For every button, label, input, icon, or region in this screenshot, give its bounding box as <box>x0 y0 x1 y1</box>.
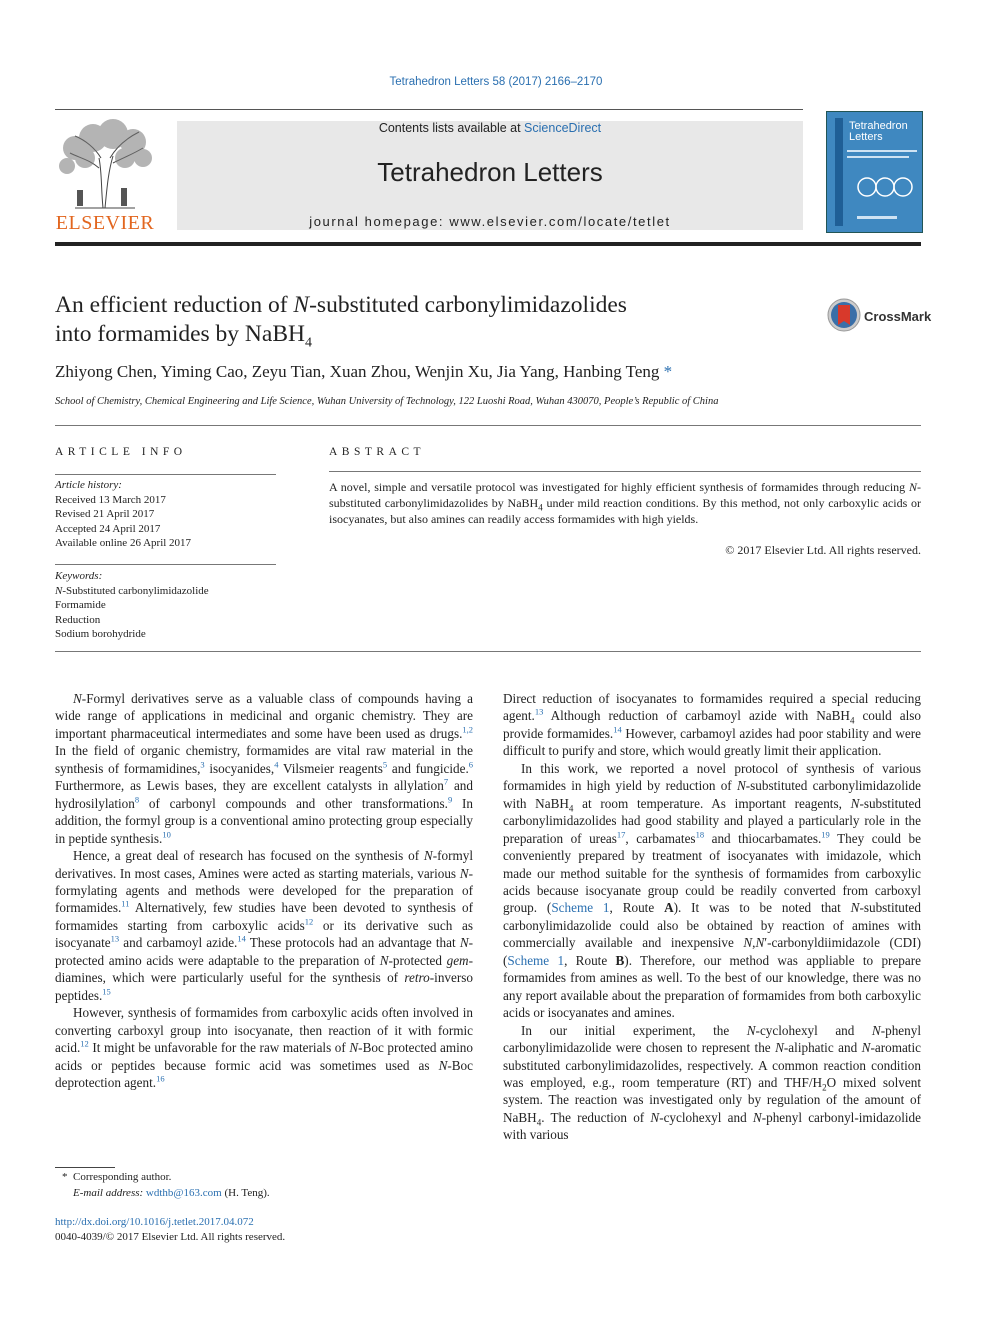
crossmark-label[interactable]: CrossMark <box>864 309 932 324</box>
journal-reference[interactable]: Tetrahedron Letters 58 (2017) 2166–2170 <box>389 76 603 88</box>
journal-name: Tetrahedron Letters <box>377 157 603 187</box>
footnote-rule <box>55 1167 115 1168</box>
abstract-rule <box>329 471 921 472</box>
header-top-rule <box>55 109 803 110</box>
article-history <box>55 478 276 551</box>
keyword-item: Formamide <box>55 599 106 611</box>
keywords-rule <box>55 564 276 565</box>
journal-cover-image <box>826 111 923 233</box>
history-online: Available online 26 April 2017 <box>55 537 192 549</box>
keywords-label: Keywords: <box>55 570 103 582</box>
contents-line: Contents lists available at ScienceDirect <box>378 121 602 135</box>
cover-title-line1: Tetrahedron <box>849 120 908 132</box>
affiliation: School of Chemistry, Chemical Engineering and Life Science, Wuhan University of Technology, 122 Luoshi Road, Wuhan 430070, People’s Republic of China <box>55 396 719 407</box>
footnote-asterisk: * <box>62 1171 68 1183</box>
footnote-corresponding: * Corresponding author. <box>62 1171 172 1183</box>
body-column-left <box>55 690 473 1091</box>
body-paragraph-5: In this work, we reported a novel protocol of synthesis of various formamides in high yield by reduction of N-substituted carbonylimidazolide with NaBH$_4$ at room temperature. As important reagents, N-substituted carbonylimidazolides had good stability and played a particularly role in the preparation of ureas$^{17}$, carbamates$^{18}$ and thiocarbamates.$^{19}$ They could be conveniently prepared by treatment of isocyanates with imidazole, which made our method suitable for the synthesis of formamides from carboxylic acids because isocyanate group could be readily converted from carboxyl group. (Scheme 1, Route A). It was to be noted that N-substituted carbonylimidazolide could also be obtained by reaction of amines with commercially available and inexpensive N,N′-carbonyldiimidazole (CDI) (Scheme 1, Route B). Therefore, our method was appliable to prepare formamides from amines as well. To the best of our knowledge, there was no any report available about the preparation of formamides from both carboxylic acids or isocyanates and amines. <box>503 760 921 1021</box>
keyword-item: N-Substituted carbonylimidazolide <box>55 584 209 597</box>
history-accepted: Accepted 24 April 2017 <box>55 522 161 535</box>
history-received: Received 13 March 2017 <box>55 493 166 506</box>
corresponding-author-mark[interactable]: * <box>663 362 673 381</box>
keyword-item: Reduction <box>55 613 101 626</box>
header-bottom-rule <box>55 242 921 246</box>
author-list: Zhiyong Chen, Yiming Cao, Zeyu Tian, Xuan Zhou, Wenjin Xu, Jia Yang, Hanbing Teng * <box>55 362 673 381</box>
abstract-text: A novel, simple and versatile protocol was investigated for highly efficient synthesis of formamides through reducing N-substituted carbonylimidazolides by NaBH$_4$ under mild reaction conditions. By this method, not only carboxylic acids or isocyanates, but also amines can readily access formamides with high yields. <box>329 480 921 527</box>
crossmark-icon[interactable] <box>826 297 862 333</box>
body-paragraph-4: Direct reduction of isocyanates to formamides required a special reducing agent.$^{13}$ Although reduction of carbamoyl azide with NaBH$_4$ could also provide formamides.$^{14}$ However, carbamoyl azides had poor stability and were difficult to purify and store, which would greatly limit their application. <box>503 691 921 759</box>
author-email-link[interactable]: wdthb@163.com <box>145 1187 222 1199</box>
article-info-rule <box>55 474 276 475</box>
article-info-heading: ARTICLE INFO <box>55 446 187 458</box>
cover-title-line2: Letters <box>849 131 883 143</box>
body-paragraph-3: However, synthesis of formamides from carboxylic acids often involved in converting carboxyl group into isocyanate, then reaction of it with formic acid.$^{12}$ It might be unfavorable for the raw materials of N-Boc protected amino acids or peptides because formic acid was sometimes used as N-Boc deprotection agent.$^{16}$ <box>55 1005 473 1090</box>
abstract-heading: ABSTRACT <box>329 446 426 458</box>
body-paragraph-1: N-Formyl derivatives serve as a valuable class of compounds having a wide range of applications in medicinal and organic chemistry. They are important pharmaceutical intermediates and some have been used as drugs.$^{1,2}$ In the field of organic chemistry, formamides are vital raw material in the synthesis of formamidines,$^3$ isocyanides,$^4$ Vilsmeier reagents$^5$ and fungicide.$^6$ Furthermore, as Lewis bases, they are excellent catalysts in allylation$^7$ and hydrosilylation$^8$ of carbonyl compounds and other transformations.$^9$ In addition, the formyl group is a conventional amino protecting group especially in peptide synthesis.$^{10}$ <box>55 691 474 846</box>
body-column-right <box>503 690 921 1144</box>
elsevier-tree-logo-icon <box>55 118 155 210</box>
doi-link[interactable]: http://dx.doi.org/10.1016/j.tetlet.2017.04.072 <box>55 1216 254 1228</box>
body-paragraph-2: Hence, a great deal of research has focused on the synthesis of N-formyl derivatives. In most cases, Amines were acted as starting materials, various N-formylating agents and methods were developed for the preparation of formamides.$^{11}$ Alternatively, few studies have been devoted to synthesis of formamides starting from carboxylic acids$^{12}$ or its derivative such as isocyanate$^{13}$ and carbamoyl azide.$^{14}$ These protocols had an advantage that N-protected amino acids were adaptable to the preparation of N-protected gem-diamines, which were particularly useful for the synthesis of retro-inverso peptides.$^{15}$ <box>55 848 474 1003</box>
history-revised: Revised 21 April 2017 <box>55 508 155 520</box>
sciencedirect-link[interactable]: ScienceDirect <box>524 121 602 135</box>
article-title: An efficient reduction of N-substituted carbonylimidazolides into formamides by NaBH$_4$ <box>55 292 627 351</box>
footnote-email: E-mail address: wdthb@163.com (H. Teng). <box>73 1187 270 1199</box>
body-paragraph-6: In our initial experiment, the N-cyclohexyl and N-phenyl carbonylimidazolide were chosen to represent the N-aliphatic and N-aromatic substituted carbonylimidazolides, respectively. A common reaction condition was employed, e.g., room temperature (RT) and THF/$H_2O$ mixed solvent system. The reaction was investigated only by regulation of the amount of NaBH$_4$. The reduction of N-cyclohexyl and N-phenyl carbonyl-imidazolide with various <box>503 1022 922 1143</box>
issn-line: 0040-4039/© 2017 Elsevier Ltd. All rights reserved. <box>55 1231 286 1243</box>
keyword-item: Sodium borohydride <box>55 628 146 640</box>
keywords <box>55 569 276 642</box>
info-top-rule <box>55 425 921 426</box>
cover-graphic-icon <box>827 112 922 232</box>
history-label: Article history: <box>55 479 122 491</box>
journal-homepage[interactable]: journal homepage: www.elsevier.com/locate/tetlet <box>309 214 671 229</box>
abstract-bottom-rule <box>55 651 921 652</box>
abstract-copyright: © 2017 Elsevier Ltd. All rights reserved. <box>725 543 921 557</box>
elsevier-wordmark: ELSEVIER <box>55 212 155 234</box>
